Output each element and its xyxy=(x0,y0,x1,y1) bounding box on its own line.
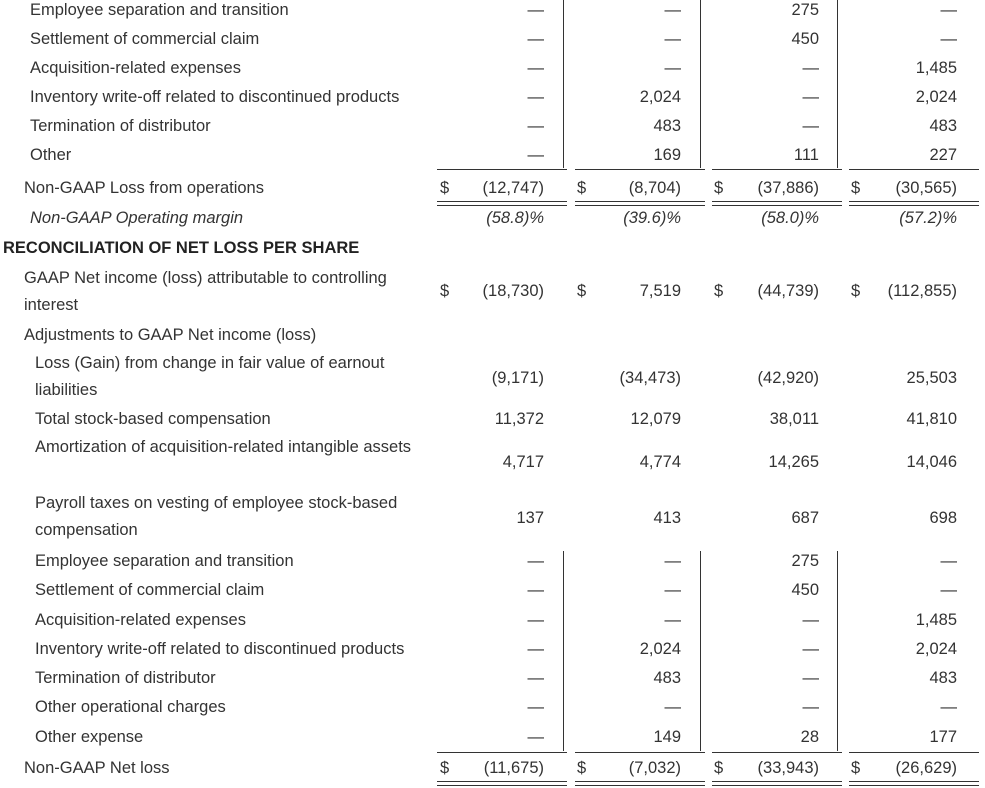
value-cell: — xyxy=(527,59,544,77)
value-cell: — xyxy=(802,698,819,716)
value-cell: 1,485 xyxy=(915,59,957,77)
currency-symbol: $ xyxy=(440,179,450,197)
value-cell: 275 xyxy=(791,1,819,19)
value-cell: — xyxy=(940,552,957,570)
row-label: Inventory write-off related to discontinued products xyxy=(35,640,405,658)
value-cell: 698 xyxy=(929,509,957,527)
single-underline xyxy=(437,169,567,170)
value-cell: — xyxy=(940,581,957,599)
currency-symbol: $ xyxy=(577,179,587,197)
value-cell: (57.2)% xyxy=(899,209,957,227)
value-cell: (37,886) xyxy=(757,179,819,197)
double-underline xyxy=(575,781,705,786)
double-underline xyxy=(712,201,842,206)
column-separator xyxy=(700,551,701,751)
value-cell: 483 xyxy=(929,117,957,135)
value-cell: 687 xyxy=(791,509,819,527)
value-cell: — xyxy=(664,581,681,599)
value-cell: (9,171) xyxy=(491,369,544,387)
value-cell: 227 xyxy=(929,146,957,164)
value-cell: — xyxy=(527,669,544,687)
value-cell: 2,024 xyxy=(639,640,681,658)
value-cell: (11,675) xyxy=(483,759,544,777)
column-separator xyxy=(700,0,701,168)
value-cell: (33,943) xyxy=(757,759,819,777)
value-cell: — xyxy=(527,728,544,746)
column-separator xyxy=(837,551,838,751)
value-cell: — xyxy=(527,640,544,658)
double-underline xyxy=(437,201,567,206)
value-cell: 2,024 xyxy=(915,640,957,658)
value-cell: — xyxy=(527,117,544,135)
value-cell: 2,024 xyxy=(639,88,681,106)
double-underline xyxy=(849,201,979,206)
value-cell: — xyxy=(802,669,819,687)
row-label: Employee separation and transition xyxy=(35,552,294,570)
currency-symbol: $ xyxy=(851,759,861,777)
value-cell: (34,473) xyxy=(619,369,681,387)
value-cell: — xyxy=(802,611,819,629)
value-cell: (42,920) xyxy=(757,369,819,387)
value-cell: 483 xyxy=(653,669,681,687)
value-cell: 149 xyxy=(653,728,681,746)
column-separator xyxy=(563,0,564,168)
currency-symbol: $ xyxy=(714,179,724,197)
value-cell: — xyxy=(802,117,819,135)
row-label: Loss (Gain) from change in fair value of earnout liabilities xyxy=(35,354,385,399)
gaap-net-income-label: GAAP Net income (loss) attributable to controlling interest xyxy=(24,269,387,314)
value-cell: 4,717 xyxy=(502,453,544,471)
value-cell: — xyxy=(664,552,681,570)
single-underline xyxy=(575,169,705,170)
value-cell: 450 xyxy=(791,30,819,48)
currency-symbol: $ xyxy=(440,282,450,300)
value-cell: 483 xyxy=(653,117,681,135)
row-label: Payroll taxes on vesting of employee stock-based compensation xyxy=(35,494,398,539)
double-underline xyxy=(575,201,705,206)
value-cell: — xyxy=(664,30,681,48)
adjustments-label: Adjustments to GAAP Net income (loss) xyxy=(24,326,317,344)
currency-symbol: $ xyxy=(714,282,724,300)
value-cell: (112,855) xyxy=(887,282,957,300)
value-cell: — xyxy=(527,88,544,106)
net-loss-label: Non-GAAP Net loss xyxy=(24,759,170,777)
value-cell: 177 xyxy=(929,728,957,746)
value-cell: 14,265 xyxy=(768,453,819,471)
value-cell: — xyxy=(527,146,544,164)
currency-symbol: $ xyxy=(851,179,861,197)
value-cell: — xyxy=(664,611,681,629)
single-underline xyxy=(712,169,842,170)
value-cell: (58.0)% xyxy=(761,209,819,227)
currency-symbol: $ xyxy=(851,282,861,300)
value-cell: — xyxy=(664,59,681,77)
value-cell: 41,810 xyxy=(906,410,957,428)
value-cell: — xyxy=(802,640,819,658)
row-label: Termination of distributor xyxy=(30,117,211,135)
value-cell: 28 xyxy=(800,728,819,746)
row-label: Acquisition-related expenses xyxy=(35,611,246,629)
row-label: Other operational charges xyxy=(35,698,226,716)
total-label: Non-GAAP Loss from operations xyxy=(24,179,264,197)
row-label: Amortization of acquisition-related intangible assets xyxy=(35,438,412,456)
row-label: Total stock-based compensation xyxy=(35,410,271,428)
currency-symbol: $ xyxy=(577,282,587,300)
value-cell: 11,372 xyxy=(494,410,544,428)
value-cell: — xyxy=(527,30,544,48)
double-underline xyxy=(437,781,567,786)
value-cell: — xyxy=(527,698,544,716)
row-label: Termination of distributor xyxy=(35,669,216,687)
value-cell: 2,024 xyxy=(915,88,957,106)
value-cell: — xyxy=(802,59,819,77)
value-cell: — xyxy=(527,552,544,570)
value-cell: — xyxy=(940,698,957,716)
value-cell: (8,704) xyxy=(628,179,681,197)
value-cell: 14,046 xyxy=(906,453,957,471)
value-cell: — xyxy=(527,611,544,629)
single-underline xyxy=(437,752,567,753)
value-cell: (58.8)% xyxy=(486,209,544,227)
row-label: Other xyxy=(30,146,72,164)
value-cell: (44,739) xyxy=(757,282,819,300)
row-label: Employee separation and transition xyxy=(30,1,289,19)
value-cell: — xyxy=(527,581,544,599)
row-label: Other expense xyxy=(35,728,144,746)
value-cell: 483 xyxy=(929,669,957,687)
value-cell: 1,485 xyxy=(915,611,957,629)
section-heading: RECONCILIATION OF NET LOSS PER SHARE xyxy=(3,239,360,257)
value-cell: 7,519 xyxy=(639,282,681,300)
value-cell: (7,032) xyxy=(628,759,681,777)
value-cell: 275 xyxy=(791,552,819,570)
single-underline xyxy=(849,169,979,170)
single-underline xyxy=(712,752,842,753)
value-cell: 38,011 xyxy=(769,410,819,428)
currency-symbol: $ xyxy=(577,759,587,777)
value-cell: 137 xyxy=(516,509,544,527)
value-cell: (26,629) xyxy=(895,759,957,777)
value-cell: — xyxy=(802,88,819,106)
single-underline xyxy=(575,752,705,753)
column-separator xyxy=(563,551,564,751)
currency-symbol: $ xyxy=(714,759,724,777)
value-cell: 413 xyxy=(653,509,681,527)
double-underline xyxy=(712,781,842,786)
double-underline xyxy=(849,781,979,786)
value-cell: 169 xyxy=(653,146,681,164)
value-cell: — xyxy=(527,1,544,19)
value-cell: — xyxy=(940,1,957,19)
value-cell: 12,079 xyxy=(630,410,681,428)
value-cell: — xyxy=(664,1,681,19)
value-cell: 111 xyxy=(793,146,819,164)
value-cell: — xyxy=(940,30,957,48)
value-cell: 450 xyxy=(791,581,819,599)
value-cell: 4,774 xyxy=(639,453,681,471)
currency-symbol: $ xyxy=(440,759,450,777)
value-cell: (12,747) xyxy=(482,179,544,197)
value-cell: (30,565) xyxy=(895,179,957,197)
value-cell: (39.6)% xyxy=(623,209,681,227)
value-cell: 25,503 xyxy=(906,369,957,387)
value-cell: — xyxy=(664,698,681,716)
row-label: Acquisition-related expenses xyxy=(30,59,241,77)
single-underline xyxy=(849,752,979,753)
margin-label: Non-GAAP Operating margin xyxy=(30,209,244,227)
row-label: Inventory write-off related to discontinued products xyxy=(30,88,400,106)
row-label: Settlement of commercial claim xyxy=(30,30,260,48)
value-cell: (18,730) xyxy=(482,282,544,300)
row-label: Settlement of commercial claim xyxy=(35,581,265,599)
column-separator xyxy=(837,0,838,168)
